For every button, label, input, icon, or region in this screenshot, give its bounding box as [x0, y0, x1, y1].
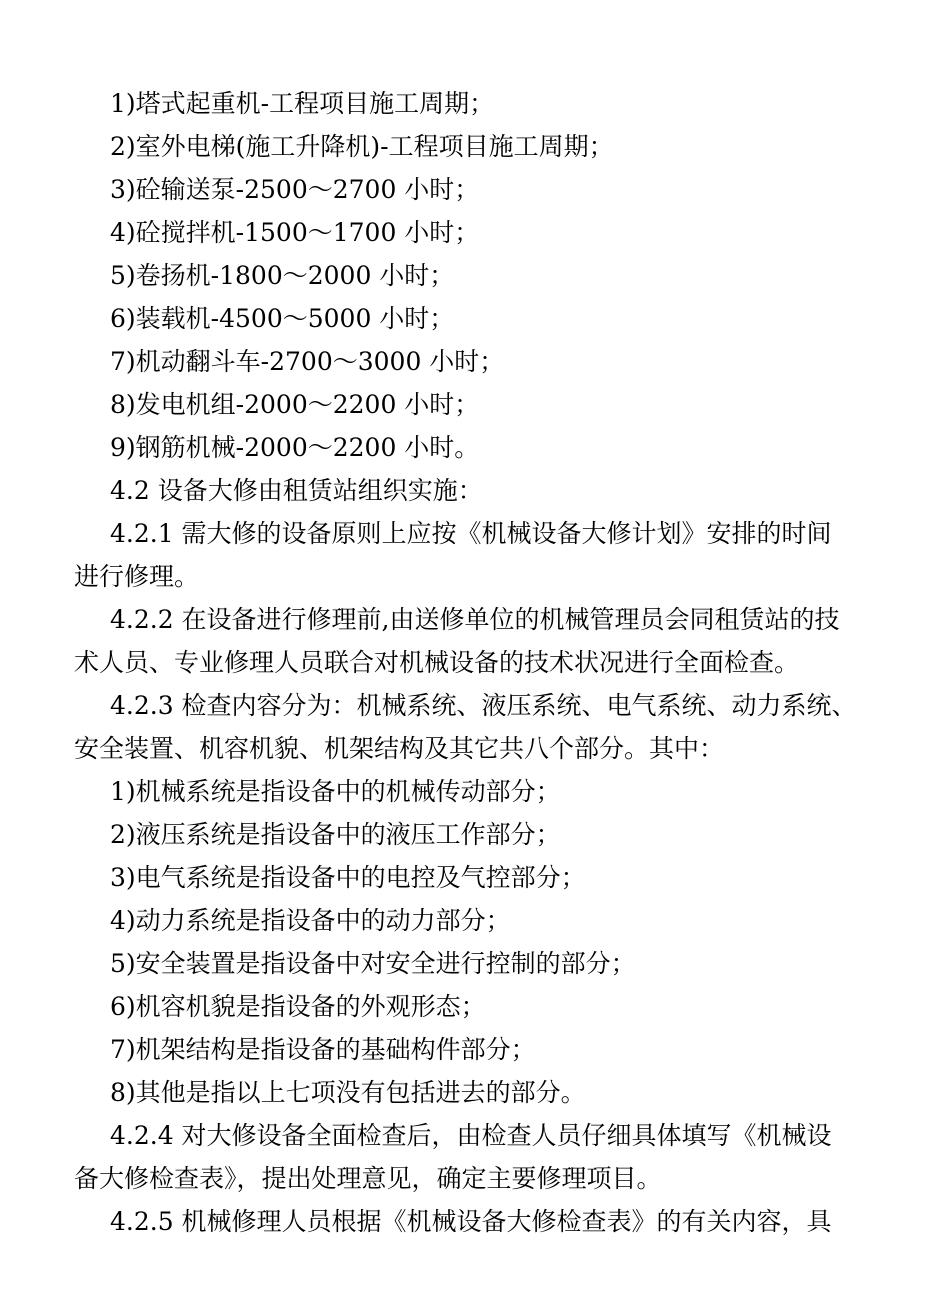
- text-line: 4.2.1 需大修的设备原则上应按《机械设备大修计划》安排的时间: [110, 519, 832, 548]
- text-line: 4)砼搅拌机-1500～1700 小时；: [110, 218, 480, 247]
- text-line: 4.2.2 在设备进行修理前,由送修单位的机械管理员会同租赁站的技: [110, 605, 840, 634]
- text-line: 4.2.3 检查内容分为：机械系统、液压系统、电气系统、动力系统、: [110, 691, 857, 720]
- text-line: 安全装置、机容机貌、机架结构及其它共八个部分。其中：: [74, 734, 725, 763]
- text-line: 7)机动翻斗车-2700～3000 小时；: [110, 347, 505, 376]
- text-line: 1)机械系统是指设备中的机械传动部分；: [110, 777, 561, 806]
- text-line: 4.2.4 对大修设备全面检查后，由检查人员仔细具体填写《机械设: [110, 1121, 832, 1150]
- text-line: 备大修检查表》，提出处理意见，确定主要修理项目。: [74, 1164, 662, 1193]
- text-line: 4)动力系统是指设备中的动力部分；: [110, 906, 511, 935]
- text-line: 8)其他是指以上七项没有包括进去的部分。: [110, 1078, 586, 1107]
- document-body: [74, 82, 874, 1243]
- text-line: 9)钢筋机械-2000～2200 小时。: [110, 433, 480, 462]
- text-line: 2)室外电梯(施工升降机)-工程项目施工周期；: [110, 132, 614, 161]
- text-line: 1)塔式起重机-工程项目施工周期；: [110, 89, 495, 118]
- text-line: 5)卷扬机-1800～2000 小时；: [110, 261, 455, 290]
- text-line: 4.2 设备大修由租赁站组织实施：: [110, 476, 483, 505]
- text-line: 2)液压系统是指设备中的液压工作部分；: [110, 820, 561, 849]
- text-line: 6)机容机貌是指设备的外观形态；: [110, 992, 486, 1021]
- text-line: 6)装载机-4500～5000 小时；: [110, 304, 455, 333]
- text-line: 4.2.5 机械修理人员根据《机械设备大修检查表》的有关内容，具: [110, 1207, 832, 1236]
- text-line: 8)发电机组-2000～2200 小时；: [110, 390, 480, 419]
- text-line: 3)电气系统是指设备中的电控及气控部分；: [110, 863, 586, 892]
- text-line: 7)机架结构是指设备的基础构件部分；: [110, 1035, 536, 1064]
- text-line: 3)砼输送泵-2500～2700 小时；: [110, 175, 480, 204]
- text-line: 进行修理。: [74, 562, 200, 591]
- text-line: 5)安全装置是指设备中对安全进行控制的部分；: [110, 949, 636, 978]
- text-line: 术人员、专业修理人员联合对机械设备的技术状况进行全面检查。: [74, 648, 800, 677]
